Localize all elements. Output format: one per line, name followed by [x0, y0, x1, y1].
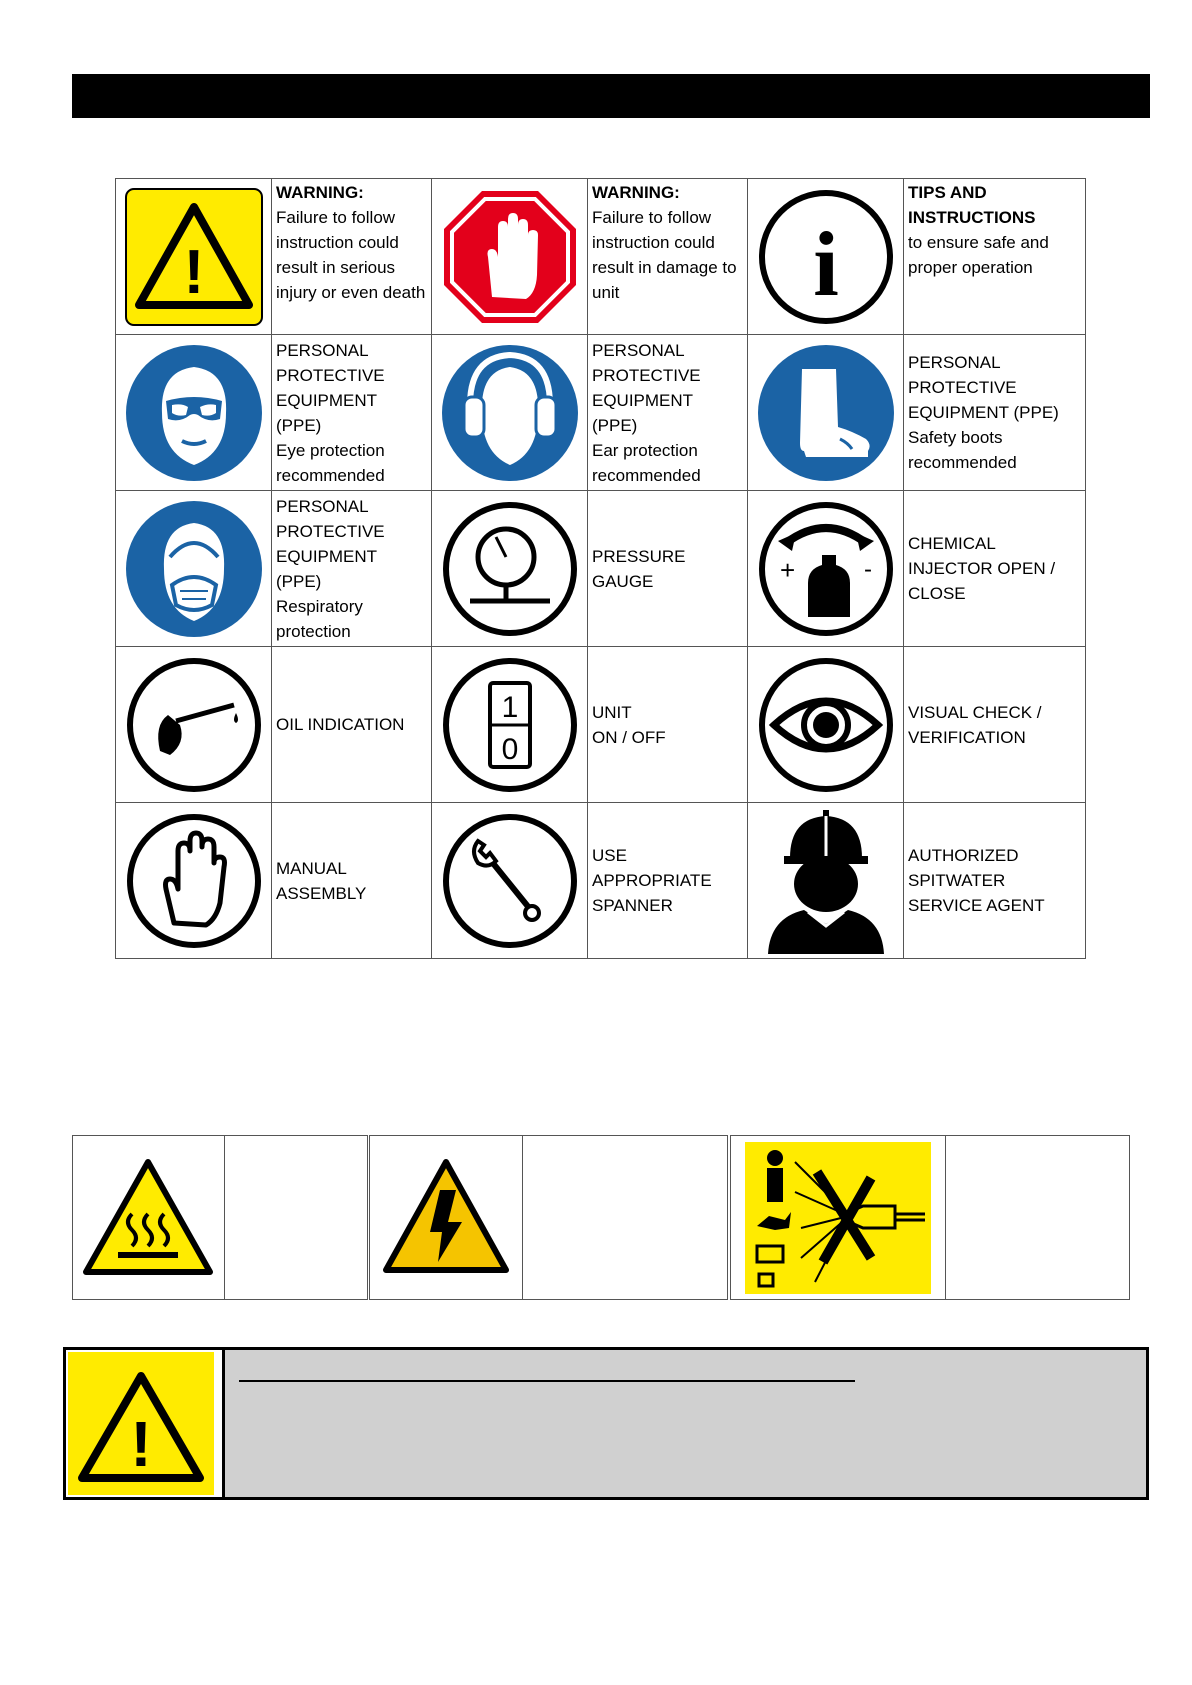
symbol-line: (PPE) [276, 415, 322, 435]
symbol-line: PERSONAL [276, 496, 369, 516]
symbol-line: GAUGE [592, 571, 654, 591]
symbol-table [115, 178, 1086, 959]
symbol-line: recommended [908, 453, 1017, 472]
icon-cell [748, 803, 904, 959]
warning-triangle-icon [66, 1350, 216, 1497]
hot-surface-icon [80, 1156, 216, 1280]
icon-cell [116, 803, 272, 959]
symbol-description [588, 647, 748, 803]
plus-glyph: + [779, 554, 795, 585]
symbol-line: (PPE) [592, 415, 638, 435]
warning-triangle-icon [124, 187, 264, 327]
warning-box [63, 1347, 1149, 1500]
symbol-line: instruction could [276, 233, 399, 252]
icon-cell [370, 1136, 523, 1300]
symbol-line: protection [276, 621, 351, 641]
symbol-line: Ear protection [592, 440, 698, 460]
symbol-line: PROTECTIVE [276, 521, 385, 541]
symbol-line: Failure to follow [592, 208, 712, 227]
symbol-line: USE [592, 846, 627, 865]
eye-protection-icon [124, 343, 264, 483]
safety-boots-icon [756, 343, 896, 483]
icon-cell [432, 647, 588, 803]
symbol-description [904, 179, 1086, 335]
stop-hand-icon [440, 187, 580, 327]
symbol-description [588, 335, 748, 491]
symbol-line: Respiratory [276, 596, 363, 616]
symbol-line: Failure to follow [276, 208, 396, 227]
symbol-line: EQUIPMENT [592, 390, 694, 410]
icon-cell [731, 1136, 946, 1300]
symbol-description [272, 179, 432, 335]
table-row [116, 803, 1086, 959]
icon-cell [116, 491, 272, 647]
icon-cell [73, 1136, 225, 1300]
symbol-line: OIL INDICATION [276, 715, 405, 734]
symbol-line: PERSONAL [592, 340, 685, 360]
symbol-description [904, 647, 1086, 803]
symbol-description [272, 803, 432, 959]
symbol-line: result in serious [276, 258, 396, 277]
chemical-injector-icon [756, 499, 896, 639]
blank-cell [945, 1136, 1129, 1300]
pressure-gauge-icon [440, 499, 580, 639]
icon-cell [432, 179, 588, 335]
symbol-line: APPROPRIATE [592, 871, 712, 890]
symbol-line: PRESSURE [592, 546, 686, 566]
symbol-line: CLOSE [908, 584, 966, 603]
symbol-line: UNIT [592, 702, 632, 722]
icon-cell [432, 491, 588, 647]
symbol-line: injury or even death [276, 283, 426, 302]
symbol-line: unit [592, 283, 620, 302]
eye-icon [756, 655, 896, 795]
symbol-line: Safety boots [908, 428, 1003, 447]
icon-cell [748, 179, 904, 335]
symbol-line: recommended [276, 465, 385, 485]
symbol-line: ASSEMBLY [276, 883, 367, 903]
symbol-line: VERIFICATION [908, 727, 1026, 747]
symbol-description [588, 491, 748, 647]
symbol-line: (PPE) [276, 571, 322, 591]
spanner-icon [440, 811, 580, 951]
warning-heading-underline [239, 1380, 855, 1382]
electric-hazard-icon [380, 1156, 512, 1280]
symbol-line: CHEMICAL [908, 534, 996, 553]
symbol-line: PERSONAL [908, 353, 1001, 372]
symbol-line: PROTECTIVE [908, 378, 1017, 397]
hazard-electric-box [369, 1135, 728, 1300]
icon-cell [748, 335, 904, 491]
icon-cell [116, 335, 272, 491]
symbol-line: Eye protection [276, 440, 385, 460]
switch-on-glyph: 1 [501, 690, 518, 724]
symbol-line: proper operation [908, 258, 1033, 277]
symbol-line: INJECTOR OPEN / [908, 559, 1056, 578]
on-off-switch-icon [440, 655, 580, 795]
symbol-description [904, 491, 1086, 647]
symbol-line: PROTECTIVE [276, 365, 385, 385]
service-agent-icon [756, 806, 896, 956]
symbol-line: VISUAL CHECK / [908, 702, 1042, 722]
hand-icon [124, 811, 264, 951]
blank-cell [523, 1136, 728, 1300]
symbol-line: SPANNER [592, 896, 673, 915]
symbol-title: WARNING: [592, 183, 680, 202]
symbol-description [588, 803, 748, 959]
symbol-line: instruction could [592, 233, 715, 252]
symbol-line: SERVICE AGENT [908, 896, 1045, 915]
icon-cell [116, 647, 272, 803]
symbol-line: MANUAL [276, 858, 347, 878]
icon-cell [116, 179, 272, 335]
symbol-line: AUTHORIZED [908, 846, 1019, 865]
symbol-line: PERSONAL [276, 340, 369, 360]
symbol-description [904, 335, 1086, 491]
no-spray-at-people-icon [745, 1142, 931, 1294]
warning-icon-area [66, 1350, 225, 1497]
symbol-line: PROTECTIVE [592, 365, 701, 385]
symbol-line: EQUIPMENT (PPE) [908, 403, 1059, 422]
table-row [116, 491, 1086, 647]
symbol-title: WARNING: [276, 183, 364, 202]
info-icon [756, 187, 896, 327]
symbol-description [904, 803, 1086, 959]
respiratory-protection-icon [124, 499, 264, 639]
icon-cell [432, 335, 588, 491]
ear-protection-icon [440, 343, 580, 483]
switch-off-glyph: 0 [501, 732, 518, 766]
icon-cell [748, 491, 904, 647]
symbol-line: EQUIPMENT [276, 546, 378, 566]
header-bar [72, 74, 1150, 118]
blank-cell [224, 1136, 368, 1300]
symbol-line: recommended [592, 465, 701, 485]
exclamation-glyph: ! [183, 237, 204, 307]
exclamation-glyph: ! [130, 1408, 152, 1480]
table-row [116, 647, 1086, 803]
hazard-spray-box [730, 1135, 1130, 1300]
symbol-description [588, 179, 748, 335]
symbol-line: EQUIPMENT [276, 390, 378, 410]
table-row [116, 335, 1086, 491]
symbol-line: SPITWATER [908, 871, 1006, 890]
symbol-description [272, 491, 432, 647]
icon-cell [432, 803, 588, 959]
hazard-hot-surface-box [72, 1135, 368, 1300]
symbol-line: ON / OFF [592, 727, 666, 747]
oil-can-icon [124, 655, 264, 795]
symbol-description [272, 647, 432, 803]
symbol-line: to ensure safe and [908, 233, 1049, 252]
icon-cell [748, 647, 904, 803]
info-glyph: i [812, 212, 839, 315]
symbol-title: TIPS AND INSTRUCTIONS [908, 183, 1036, 227]
minus-glyph: - [863, 555, 872, 583]
symbol-description [272, 335, 432, 491]
table-row [116, 179, 1086, 335]
symbol-line: result in damage to [592, 258, 737, 277]
